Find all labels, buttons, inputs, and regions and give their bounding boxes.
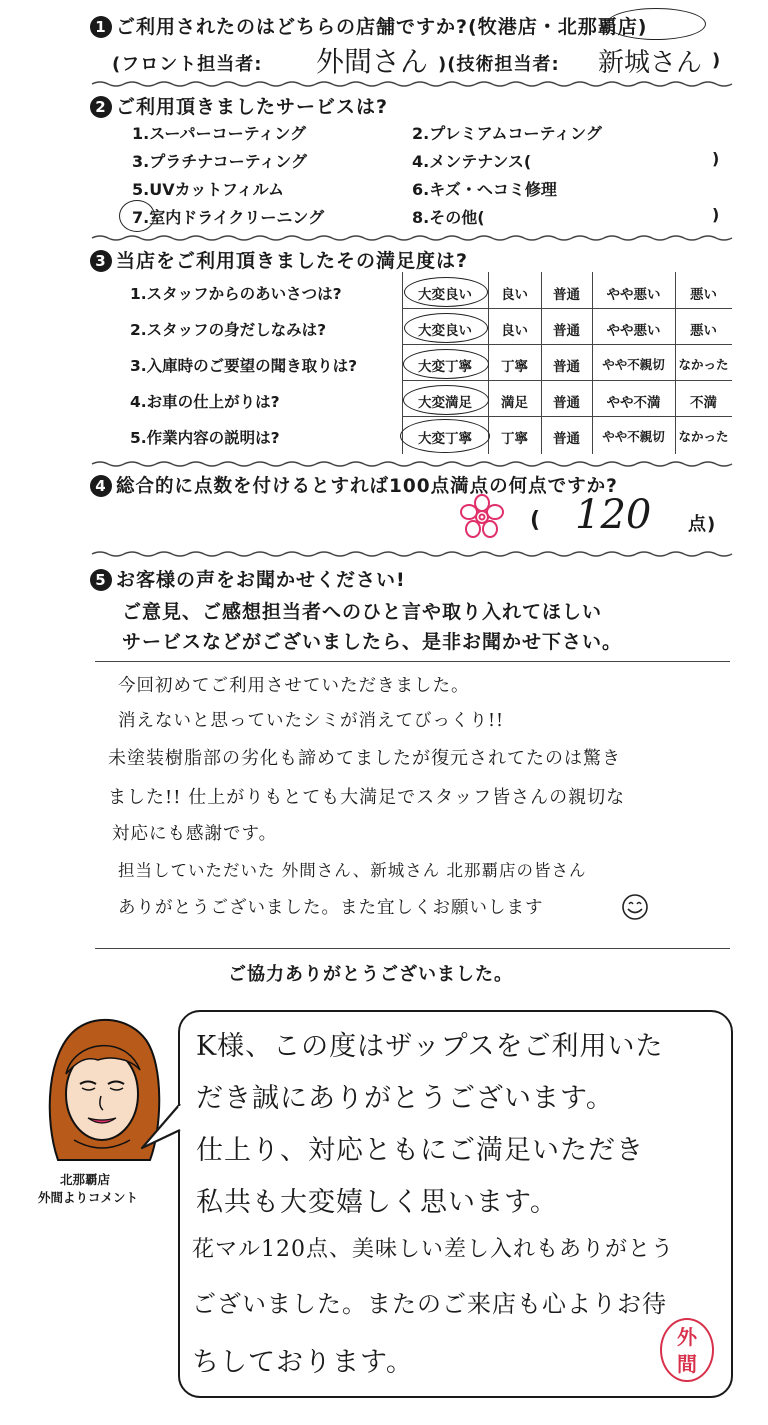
comment-top-rule [95, 661, 730, 662]
q4-heading [90, 472, 618, 498]
seal-top-char: 外 [677, 1325, 697, 1349]
row-2-option-3: 普通 [553, 323, 580, 339]
service-7: 7.室内ドライクリーニング [132, 208, 325, 227]
divider-2 [92, 234, 732, 242]
row-3-label: 3.入庫時のご要望の聞き取りは? [130, 357, 358, 375]
row-3-option-3: 普通 [553, 359, 580, 375]
q5-line-3: サービスなどがございましたら、是非お聞かせ下さい。 [122, 631, 623, 653]
staff-comment-line-5: 花マル120点、美味しい差し入れもありがとう [192, 1237, 674, 1262]
row-1-selected-circle [404, 277, 488, 307]
row-2-selected-circle [404, 313, 488, 343]
grid-h-2 [402, 344, 732, 345]
store-b-circle [606, 8, 706, 40]
row-4-option-4: やや不満 [606, 395, 661, 411]
divider-3 [92, 460, 732, 468]
grid-h-1 [402, 308, 732, 309]
row-3-option-4: やや不親切 [602, 357, 665, 372]
row-3-option-5: なかった [678, 357, 729, 372]
q2-heading [90, 92, 388, 119]
row-1-option-1: 大変良い [418, 287, 472, 303]
customer-comment-line-2: 消えないと思っていたシミが消えてびっくり!! [118, 711, 505, 731]
grid-h-4 [402, 416, 732, 417]
row-4-option-2: 満足 [501, 395, 528, 411]
row-4-selected-circle [403, 385, 489, 415]
score-open: ( [530, 508, 542, 533]
row-2-label: 2.スタッフの身だしなみは? [130, 321, 327, 339]
q4-text: 総合的に点数を付けるとすれば100点満点の何点ですか? [116, 476, 618, 497]
row-5-label: 5.作業内容の説明は? [130, 429, 280, 447]
row-1-option-3: 普通 [553, 287, 580, 303]
q5-number: 5 [90, 569, 112, 591]
staff-comment-line-6: ございました。またのご来店も心よりお待 [192, 1290, 667, 1318]
thanks-text: ご協力ありがとうございました。 [228, 964, 513, 985]
row-4-option-1: 大変満足 [418, 395, 472, 411]
row-5-option-1: 大変丁寧 [418, 431, 472, 447]
q2-text: ご利用頂きましたサービスは? [116, 96, 389, 118]
tech-name: 新城さん [598, 48, 703, 78]
row-5-option-5: なかった [678, 429, 729, 444]
service-8-close: ) [712, 205, 720, 224]
row-4-option-3: 普通 [553, 395, 580, 411]
q1-staff-line [112, 50, 262, 76]
staff-comment-line-7: ちしております。 [192, 1347, 414, 1378]
tech-label: )(技術担当者: [438, 54, 560, 75]
row-5-selected-circle [400, 419, 490, 453]
service-3: 3.プラチナコーティング [132, 152, 307, 171]
customer-comment-line-1: 今回初めてご利用させていただきました。 [118, 676, 470, 696]
q3-number: 3 [90, 250, 112, 272]
row-5-option-4: やや不親切 [602, 429, 665, 444]
service-4-close: ) [712, 149, 720, 168]
q1-store-b: 北那覇店 [557, 16, 638, 38]
customer-comment-line-7: ありがとうございました。また宜しくお願いします [118, 898, 544, 918]
q1-dot: ・ [537, 16, 558, 38]
row-3-option-1: 大変丁寧 [418, 359, 472, 375]
front-label: (フロント担当者: [112, 54, 263, 75]
grid-h-3 [402, 380, 732, 381]
row-2-option-5: 悪い [690, 323, 717, 339]
front-name: 外間さん [316, 45, 429, 78]
row-1-label: 1.スタッフからのあいさつは? [130, 285, 342, 303]
q1-heading [90, 12, 647, 39]
row-3-selected-circle [403, 349, 489, 379]
service-7-circle [119, 200, 155, 232]
service-5: 5.UVカットフィルム [132, 180, 285, 199]
q1-store-a: 牧港店 [477, 16, 538, 38]
q2-number: 2 [90, 96, 112, 118]
comment-bottom-rule [95, 948, 730, 949]
flower-icon [455, 492, 509, 542]
q5-line-2: ご意見、ご感想担当者へのひと言や取り入れてほしい [122, 601, 603, 623]
customer-comment-line-6: 担当していただいた 外間さん、新城さん 北那覇店の皆さん [118, 861, 587, 880]
service-4: 4.メンテナンス( [412, 152, 532, 171]
row-4-option-5: 不満 [690, 395, 717, 411]
q1-number: 1 [90, 16, 112, 38]
score-value: 120 [575, 492, 652, 538]
divider-1 [92, 80, 732, 88]
q3-heading [90, 246, 468, 273]
row-5-option-3: 普通 [553, 431, 580, 447]
staff-store: 北那覇店 [60, 1172, 111, 1187]
seal-bottom-char: 間 [677, 1352, 697, 1376]
staff-comment-line-1: K様、この度はザップスをご利用いた [196, 1031, 664, 1062]
smiley-icon [620, 892, 650, 922]
staff-comment-line-2: だき誠にありがとうございます。 [196, 1083, 614, 1114]
customer-comment-line-4: ました!! 仕上がりもとても大満足でスタッフ皆さんの親切な [108, 787, 626, 808]
q5-heading [90, 565, 406, 592]
staff-caption: 外間よりコメント [38, 1190, 139, 1205]
customer-comment-line-5: 対応にも感謝です。 [112, 824, 278, 844]
row-1-option-2: 良い [501, 287, 528, 303]
service-1: 1.スーパーコーティング [132, 124, 307, 143]
bubble-tail [140, 1100, 184, 1160]
row-1-option-5: 悪い [690, 287, 717, 303]
row-2-option-2: 良い [501, 323, 528, 339]
row-2-option-1: 大変良い [418, 323, 472, 339]
q1-text: ご利用されたのはどちらの店舗ですか?( [116, 16, 478, 38]
q4-number: 4 [90, 475, 112, 497]
service-2: 2.プレミアムコーティング [412, 124, 602, 143]
row-4-label: 4.お車の仕上がりは? [130, 393, 280, 411]
row-2-option-4: やや悪い [606, 323, 661, 339]
row-5-option-2: 丁寧 [501, 431, 528, 447]
row-3-option-2: 丁寧 [501, 359, 528, 375]
staff-comment-line-3: 仕上り、対応ともにご満足いただき [196, 1135, 644, 1166]
score-unit: 点) [688, 514, 717, 535]
q1-close: ) [637, 16, 648, 38]
row-1-option-4: やや悪い [606, 287, 661, 303]
divider-4 [92, 550, 732, 558]
tech-close: ) [712, 50, 722, 71]
service-8: 8.その他( [412, 208, 485, 227]
q5-text: お客様の声をお聞かせください! [116, 569, 406, 591]
customer-comment-line-3: 未塗装樹脂部の劣化も諦めてましたが復元されてたのは驚き [108, 748, 621, 769]
q3-text: 当店をご利用頂きましたその満足度は? [116, 250, 469, 272]
service-6: 6.キズ・ヘコミ修理 [412, 180, 557, 199]
seal-stamp [660, 1318, 714, 1382]
staff-comment-line-4: 私共も大変嬉しく思います。 [196, 1187, 558, 1218]
